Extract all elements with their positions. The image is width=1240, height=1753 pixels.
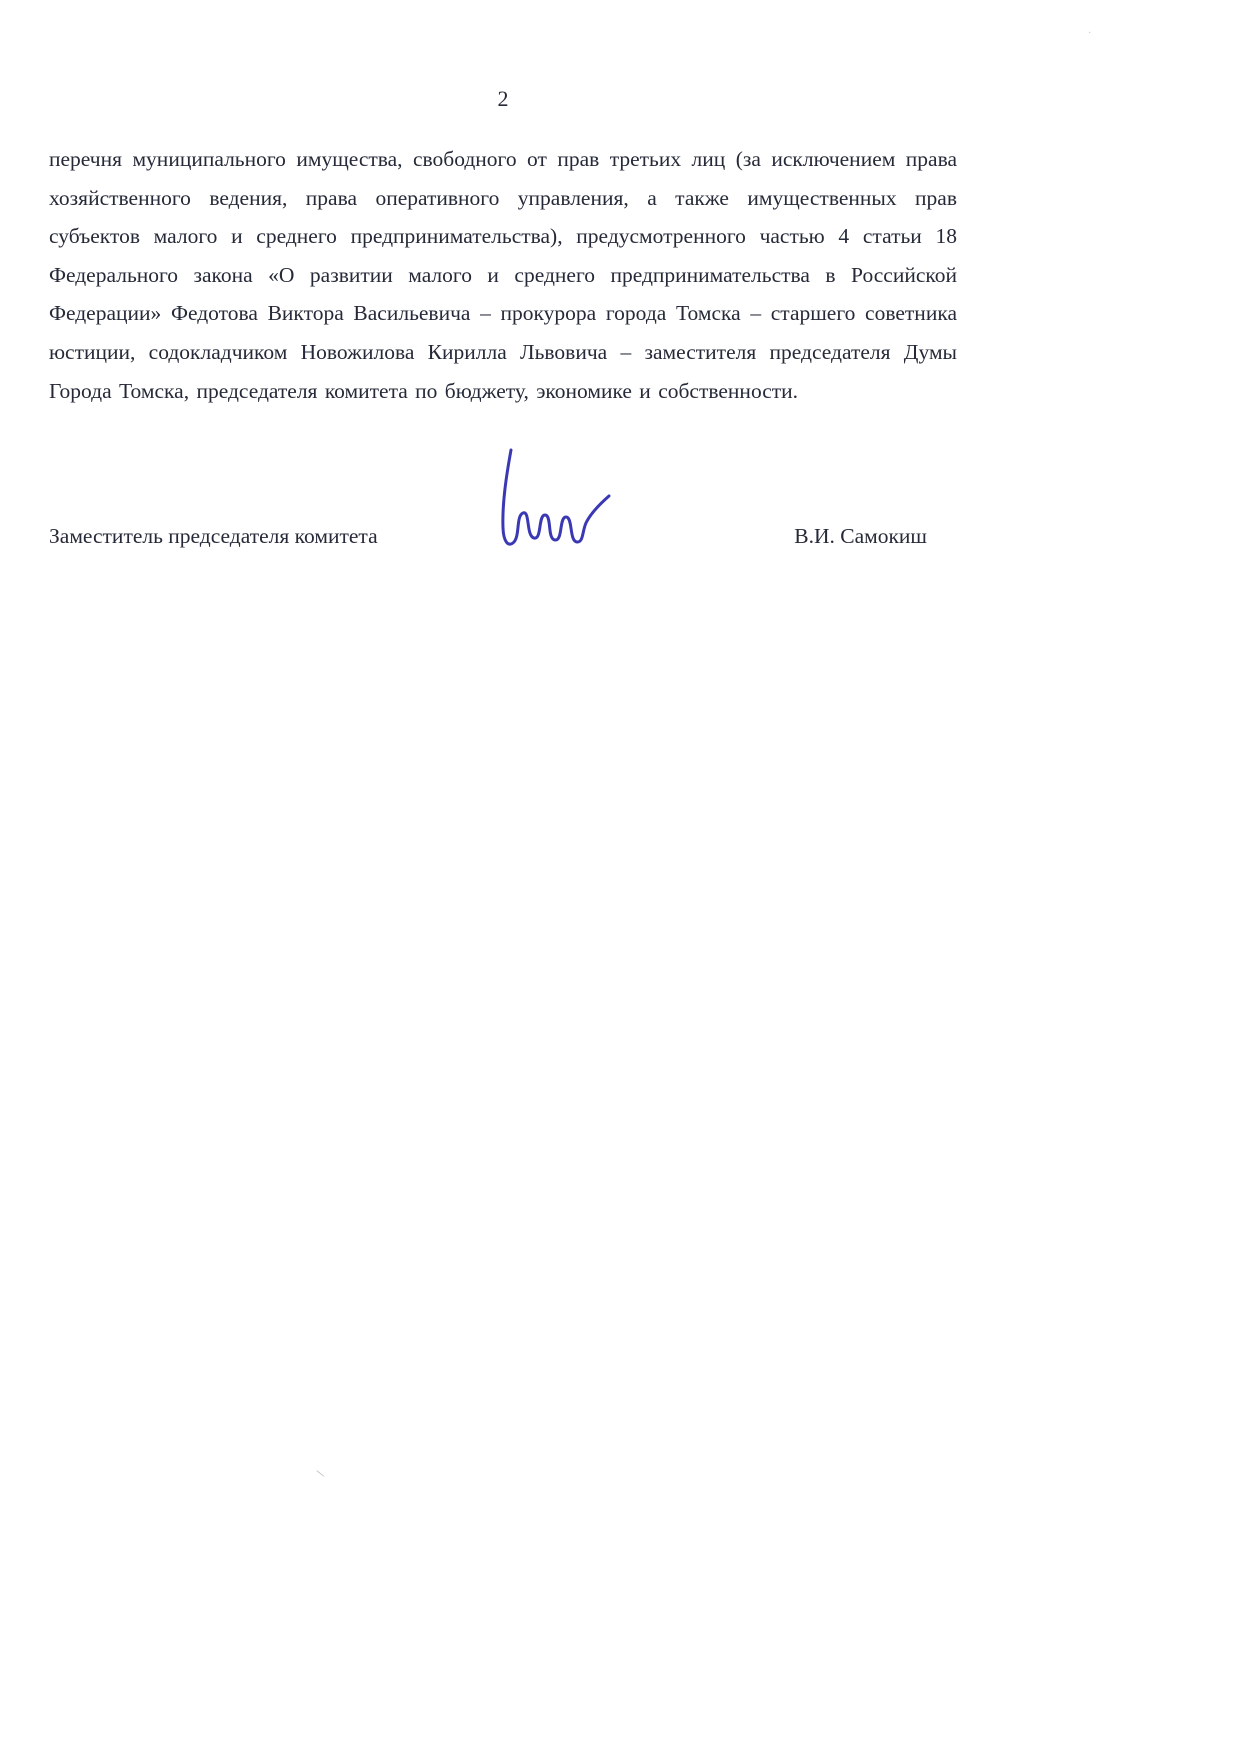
signature-icon (481, 444, 626, 559)
handwritten-signature (481, 444, 626, 559)
scan-artifact-top: · (1088, 28, 1092, 39)
page-number: 2 (497, 86, 509, 111)
signer-title: Заместитель председателя комитета (49, 524, 378, 548)
page-content (49, 0, 957, 1753)
scan-artifact-bottom: ᝍ (310, 1464, 330, 1484)
signature-row (49, 524, 957, 564)
signature-stroke (503, 450, 609, 544)
body-paragraph: перечня муниципального имущества, свободного от прав третьих лиц (за исключением права хозяйственного ведения, права оперативного управления, а также имущественных прав субъектов малого и среднего предпринимательства), предусмотренного частью 4 статьи 18 Федерального закона «О развитии малого и среднего предпринимательства в Российской Федерации» Федотова Виктора Васильевича – прокурора города Томска – старшего советника юстиции, содокладчиком Новожилова Кирилла Львовича – заместителя председателя Думы Города Томска, председателя комитета по бюджету, экономике и собственности. (49, 147, 957, 403)
signer-name: В.И. Самокиш (794, 524, 927, 548)
